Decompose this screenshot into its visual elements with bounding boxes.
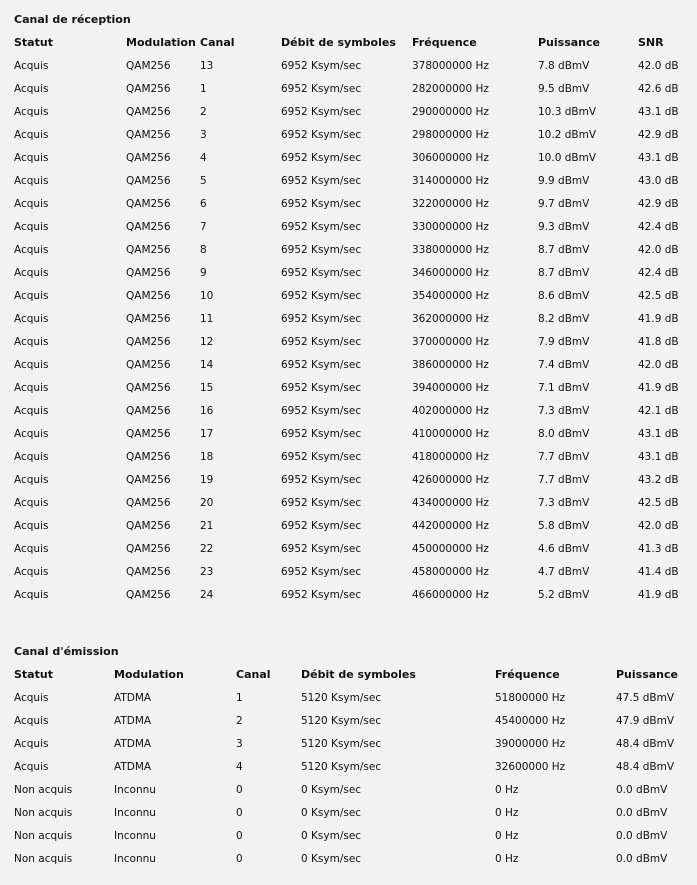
- table-row: [14, 491, 688, 514]
- cell-status: Acquis: [14, 760, 49, 773]
- cell-modulation: ATDMA: [114, 714, 152, 727]
- cell-modulation: QAM256: [126, 450, 171, 463]
- cell-power: 47.5 dBmV: [616, 691, 674, 704]
- cell-snr: 42.5 dB: [638, 496, 679, 509]
- cell-channel: 0: [236, 783, 243, 796]
- cell-status: Acquis: [14, 220, 49, 233]
- cell-frequency: 338000000 Hz: [412, 243, 489, 256]
- cell-frequency: 0 Hz: [495, 783, 519, 796]
- table-row: [14, 583, 688, 606]
- cell-frequency: 51800000 Hz: [495, 691, 566, 704]
- cell-frequency: 370000000 Hz: [412, 335, 489, 348]
- cell-status: Acquis: [14, 588, 49, 601]
- cell-channel: 12: [200, 335, 214, 348]
- cell-power: 5.2 dBmV: [538, 588, 590, 601]
- table-row: [14, 468, 688, 491]
- cell-frequency: 362000000 Hz: [412, 312, 489, 325]
- downstream-section: [14, 8, 688, 606]
- cell-symbol-rate: 6952 Ksym/sec: [281, 565, 362, 578]
- table-row: [14, 755, 696, 778]
- cell-frequency: 378000000 Hz: [412, 59, 489, 72]
- cell-symbol-rate: 6952 Ksym/sec: [281, 105, 362, 118]
- cell-modulation: QAM256: [126, 404, 171, 417]
- cell-modulation: ATDMA: [114, 691, 152, 704]
- cell-modulation: QAM256: [126, 220, 171, 233]
- cell-symbol-rate: 6952 Ksym/sec: [281, 128, 362, 141]
- cell-status: Non acquis: [14, 806, 73, 819]
- cell-power: 10.0 dBmV: [538, 151, 596, 164]
- cell-channel: 1: [200, 82, 207, 95]
- cell-symbol-rate: 6952 Ksym/sec: [281, 266, 362, 279]
- cell-power: 4.7 dBmV: [538, 565, 590, 578]
- cell-symbol-rate: 6952 Ksym/sec: [281, 519, 362, 532]
- downstream-table: [14, 31, 688, 606]
- cell-symbol-rate: 6952 Ksym/sec: [281, 450, 362, 463]
- cell-status: Acquis: [14, 473, 49, 486]
- cell-power: 0.0 dBmV: [616, 783, 668, 796]
- cell-symbol-rate: 6952 Ksym/sec: [281, 542, 362, 555]
- cell-modulation: QAM256: [126, 588, 171, 601]
- cell-channel: 2: [236, 714, 243, 727]
- cell-power: 10.3 dBmV: [538, 105, 596, 118]
- upstream-header-row: [14, 663, 696, 686]
- cell-snr: 41.9 dB: [638, 588, 679, 601]
- table-row: [14, 686, 696, 709]
- cell-symbol-rate: 6952 Ksym/sec: [281, 220, 362, 233]
- cell-status: Acquis: [14, 243, 49, 256]
- cell-power: 7.8 dBmV: [538, 59, 590, 72]
- cell-status: Acquis: [14, 151, 49, 164]
- cell-symbol-rate: 5120 Ksym/sec: [301, 760, 382, 773]
- cell-frequency: 0 Hz: [495, 806, 519, 819]
- cell-symbol-rate: 6952 Ksym/sec: [281, 427, 362, 440]
- cell-snr: 42.1 dB: [638, 404, 679, 417]
- cell-channel: 0: [236, 852, 243, 865]
- column-header-status: Statut: [14, 668, 53, 681]
- downstream-header-row: [14, 31, 688, 54]
- cell-snr: 42.0 dB: [638, 519, 679, 532]
- cell-frequency: 394000000 Hz: [412, 381, 489, 394]
- cell-status: Non acquis: [14, 829, 73, 842]
- cell-symbol-rate: 6952 Ksym/sec: [281, 197, 362, 210]
- cell-symbol-rate: 6952 Ksym/sec: [281, 151, 362, 164]
- cell-frequency: 330000000 Hz: [412, 220, 489, 233]
- cell-status: Acquis: [14, 59, 49, 72]
- cell-modulation: QAM256: [126, 243, 171, 256]
- cell-modulation: QAM256: [126, 151, 171, 164]
- column-header-channel: Canal: [236, 668, 271, 681]
- cell-status: Acquis: [14, 105, 49, 118]
- cell-snr: 42.4 dB: [638, 266, 679, 279]
- cell-snr: 41.9 dB: [638, 381, 679, 394]
- cell-modulation: ATDMA: [114, 737, 152, 750]
- cell-symbol-rate: 0 Ksym/sec: [301, 829, 362, 842]
- upstream-title: Canal d'émission: [14, 645, 119, 658]
- cell-status: Non acquis: [14, 852, 73, 865]
- cell-modulation: Inconnu: [114, 829, 156, 842]
- cell-status: Acquis: [14, 404, 49, 417]
- column-header-modulation: Modulation: [114, 668, 184, 681]
- cell-channel: 23: [200, 565, 214, 578]
- cell-frequency: 0 Hz: [495, 852, 519, 865]
- cell-status: Acquis: [14, 519, 49, 532]
- cell-power: 0.0 dBmV: [616, 806, 668, 819]
- cell-modulation: QAM256: [126, 427, 171, 440]
- cell-power: 9.7 dBmV: [538, 197, 590, 210]
- table-row: [14, 169, 688, 192]
- cell-power: 7.4 dBmV: [538, 358, 590, 371]
- cell-status: Acquis: [14, 358, 49, 371]
- cell-snr: 43.2 dB: [638, 473, 679, 486]
- cell-status: Acquis: [14, 381, 49, 394]
- table-row: [14, 54, 688, 77]
- cell-power: 48.4 dBmV: [616, 760, 674, 773]
- cell-frequency: 32600000 Hz: [495, 760, 566, 773]
- cell-power: 7.7 dBmV: [538, 473, 590, 486]
- cell-channel: 11: [200, 312, 214, 325]
- cell-modulation: QAM256: [126, 174, 171, 187]
- cell-modulation: Inconnu: [114, 783, 156, 796]
- column-header-snr: SNR: [638, 36, 664, 49]
- cell-status: Acquis: [14, 335, 49, 348]
- table-row: [14, 100, 688, 123]
- cell-power: 9.3 dBmV: [538, 220, 590, 233]
- cell-frequency: 434000000 Hz: [412, 496, 489, 509]
- cell-modulation: QAM256: [126, 358, 171, 371]
- cell-symbol-rate: 6952 Ksym/sec: [281, 243, 362, 256]
- cell-snr: 43.1 dB: [638, 105, 679, 118]
- cell-symbol-rate: 5120 Ksym/sec: [301, 737, 382, 750]
- cell-modulation: QAM256: [126, 59, 171, 72]
- cell-channel: 19: [200, 473, 214, 486]
- cell-symbol-rate: 6952 Ksym/sec: [281, 404, 362, 417]
- cell-modulation: QAM256: [126, 312, 171, 325]
- cell-channel: 14: [200, 358, 214, 371]
- table-row: [14, 732, 696, 755]
- cell-channel: 10: [200, 289, 214, 302]
- cell-snr: 41.9 dB: [638, 312, 679, 325]
- cell-snr: 42.9 dB: [638, 128, 679, 141]
- cell-channel: 4: [236, 760, 243, 773]
- cell-channel: 1: [236, 691, 243, 704]
- cell-snr: 43.1 dB: [638, 151, 679, 164]
- cell-status: Acquis: [14, 289, 49, 302]
- cell-power: 47.9 dBmV: [616, 714, 674, 727]
- cell-frequency: 45400000 Hz: [495, 714, 566, 727]
- cell-frequency: 346000000 Hz: [412, 266, 489, 279]
- cell-symbol-rate: 0 Ksym/sec: [301, 783, 362, 796]
- cell-modulation: QAM256: [126, 519, 171, 532]
- cell-symbol-rate: 0 Ksym/sec: [301, 852, 362, 865]
- cell-snr: 42.4 dB: [638, 220, 679, 233]
- cell-symbol-rate: 6952 Ksym/sec: [281, 335, 362, 348]
- cell-symbol-rate: 6952 Ksym/sec: [281, 496, 362, 509]
- table-row: [14, 192, 688, 215]
- cell-status: Acquis: [14, 737, 49, 750]
- cell-frequency: 418000000 Hz: [412, 450, 489, 463]
- cell-channel: 3: [236, 737, 243, 750]
- cell-channel: 16: [200, 404, 214, 417]
- cell-symbol-rate: 6952 Ksym/sec: [281, 174, 362, 187]
- cell-power: 8.2 dBmV: [538, 312, 590, 325]
- column-header-symbol-rate: Débit de symboles: [301, 668, 416, 681]
- cell-snr: 41.8 dB: [638, 335, 679, 348]
- cell-power: 8.6 dBmV: [538, 289, 590, 302]
- cell-modulation: ATDMA: [114, 760, 152, 773]
- table-row: [14, 560, 688, 583]
- cell-power: 4.6 dBmV: [538, 542, 590, 555]
- cell-modulation: QAM256: [126, 128, 171, 141]
- cell-frequency: 402000000 Hz: [412, 404, 489, 417]
- cell-symbol-rate: 6952 Ksym/sec: [281, 82, 362, 95]
- cell-power: 10.2 dBmV: [538, 128, 596, 141]
- cell-frequency: 426000000 Hz: [412, 473, 489, 486]
- cell-modulation: QAM256: [126, 266, 171, 279]
- cell-channel: 4: [200, 151, 207, 164]
- cell-modulation: QAM256: [126, 565, 171, 578]
- cell-modulation: QAM256: [126, 496, 171, 509]
- column-header-modulation: Modulation: [126, 36, 196, 49]
- cell-modulation: Inconnu: [114, 806, 156, 819]
- cell-status: Acquis: [14, 496, 49, 509]
- cell-modulation: QAM256: [126, 381, 171, 394]
- cell-snr: 41.4 dB: [638, 565, 679, 578]
- table-row: [14, 215, 688, 238]
- cell-power: 9.9 dBmV: [538, 174, 590, 187]
- cell-symbol-rate: 5120 Ksym/sec: [301, 691, 382, 704]
- table-row: [14, 801, 696, 824]
- table-row: [14, 514, 688, 537]
- cell-power: 7.7 dBmV: [538, 450, 590, 463]
- column-header-symbol-rate: Débit de symboles: [281, 36, 396, 49]
- cell-symbol-rate: 6952 Ksym/sec: [281, 588, 362, 601]
- cell-channel: 3: [200, 128, 207, 141]
- cell-symbol-rate: 6952 Ksym/sec: [281, 289, 362, 302]
- cell-modulation: QAM256: [126, 289, 171, 302]
- cell-snr: 43.0 dB: [638, 174, 679, 187]
- cell-status: Acquis: [14, 128, 49, 141]
- cell-status: Acquis: [14, 427, 49, 440]
- column-header-power: Puissance: [538, 36, 600, 49]
- cell-snr: 42.9 dB: [638, 197, 679, 210]
- cell-snr: 42.0 dB: [638, 243, 679, 256]
- cell-status: Non acquis: [14, 783, 73, 796]
- cell-frequency: 354000000 Hz: [412, 289, 489, 302]
- cell-channel: 7: [200, 220, 207, 233]
- cell-channel: 20: [200, 496, 214, 509]
- upstream-section: [14, 640, 696, 870]
- cell-channel: 17: [200, 427, 214, 440]
- cell-channel: 5: [200, 174, 207, 187]
- cell-modulation: Inconnu: [114, 852, 156, 865]
- table-row: [14, 399, 688, 422]
- cell-frequency: 386000000 Hz: [412, 358, 489, 371]
- cell-symbol-rate: 6952 Ksym/sec: [281, 312, 362, 325]
- cell-snr: 42.6 dB: [638, 82, 679, 95]
- cell-modulation: QAM256: [126, 197, 171, 210]
- cell-symbol-rate: 6952 Ksym/sec: [281, 59, 362, 72]
- cell-channel: 13: [200, 59, 214, 72]
- column-header-frequency: Fréquence: [412, 36, 477, 49]
- cell-power: 7.3 dBmV: [538, 404, 590, 417]
- cell-power: 48.4 dBmV: [616, 737, 674, 750]
- cell-frequency: 458000000 Hz: [412, 565, 489, 578]
- cell-channel: 21: [200, 519, 214, 532]
- table-row: [14, 353, 688, 376]
- cell-modulation: QAM256: [126, 542, 171, 555]
- table-row: [14, 709, 696, 732]
- cell-snr: 42.0 dB: [638, 59, 679, 72]
- cell-power: 7.3 dBmV: [538, 496, 590, 509]
- cell-channel: 6: [200, 197, 207, 210]
- cell-power: 8.0 dBmV: [538, 427, 590, 440]
- cell-frequency: 39000000 Hz: [495, 737, 566, 750]
- cell-power: 8.7 dBmV: [538, 243, 590, 256]
- cell-symbol-rate: 6952 Ksym/sec: [281, 358, 362, 371]
- table-row: [14, 123, 688, 146]
- cell-modulation: QAM256: [126, 105, 171, 118]
- cell-power: 5.8 dBmV: [538, 519, 590, 532]
- cell-frequency: 282000000 Hz: [412, 82, 489, 95]
- table-row: [14, 238, 688, 261]
- cell-status: Acquis: [14, 450, 49, 463]
- cell-frequency: 410000000 Hz: [412, 427, 489, 440]
- cell-channel: 0: [236, 829, 243, 842]
- cell-channel: 18: [200, 450, 214, 463]
- cell-power: 7.9 dBmV: [538, 335, 590, 348]
- column-header-frequency: Fréquence: [495, 668, 560, 681]
- cell-frequency: 314000000 Hz: [412, 174, 489, 187]
- table-row: [14, 847, 696, 870]
- cell-status: Acquis: [14, 565, 49, 578]
- column-header-status: Statut: [14, 36, 53, 49]
- table-row: [14, 778, 696, 801]
- table-row: [14, 330, 688, 353]
- cell-status: Acquis: [14, 714, 49, 727]
- column-header-power: Puissance: [616, 668, 678, 681]
- cell-channel: 8: [200, 243, 207, 256]
- cell-frequency: 466000000 Hz: [412, 588, 489, 601]
- cell-snr: 42.0 dB: [638, 358, 679, 371]
- table-row: [14, 146, 688, 169]
- cell-power: 9.5 dBmV: [538, 82, 590, 95]
- cell-frequency: 0 Hz: [495, 829, 519, 842]
- cell-symbol-rate: 0 Ksym/sec: [301, 806, 362, 819]
- cell-channel: 22: [200, 542, 214, 555]
- cell-power: 0.0 dBmV: [616, 829, 668, 842]
- table-row: [14, 376, 688, 399]
- table-row: [14, 537, 688, 560]
- cell-power: 8.7 dBmV: [538, 266, 590, 279]
- cell-status: Acquis: [14, 691, 49, 704]
- cell-frequency: 442000000 Hz: [412, 519, 489, 532]
- cell-power: 0.0 dBmV: [616, 852, 668, 865]
- cell-frequency: 322000000 Hz: [412, 197, 489, 210]
- cell-frequency: 298000000 Hz: [412, 128, 489, 141]
- column-header-channel: Canal: [200, 36, 235, 49]
- cell-channel: 9: [200, 266, 207, 279]
- cell-symbol-rate: 6952 Ksym/sec: [281, 473, 362, 486]
- cell-snr: 43.1 dB: [638, 427, 679, 440]
- cell-snr: 43.1 dB: [638, 450, 679, 463]
- cell-power: 7.1 dBmV: [538, 381, 590, 394]
- table-row: [14, 445, 688, 468]
- cell-status: Acquis: [14, 542, 49, 555]
- cell-modulation: QAM256: [126, 335, 171, 348]
- cell-status: Acquis: [14, 82, 49, 95]
- table-row: [14, 284, 688, 307]
- cell-status: Acquis: [14, 197, 49, 210]
- cell-symbol-rate: 6952 Ksym/sec: [281, 381, 362, 394]
- upstream-table: [14, 663, 696, 870]
- cell-frequency: 290000000 Hz: [412, 105, 489, 118]
- cell-channel: 15: [200, 381, 214, 394]
- cell-status: Acquis: [14, 266, 49, 279]
- table-row: [14, 824, 696, 847]
- table-row: [14, 261, 688, 284]
- cell-status: Acquis: [14, 174, 49, 187]
- cell-frequency: 450000000 Hz: [412, 542, 489, 555]
- cell-modulation: QAM256: [126, 473, 171, 486]
- cell-snr: 42.5 dB: [638, 289, 679, 302]
- table-row: [14, 307, 688, 330]
- cell-channel: 24: [200, 588, 214, 601]
- cell-snr: 41.3 dB: [638, 542, 679, 555]
- cell-channel: 2: [200, 105, 207, 118]
- table-row: [14, 77, 688, 100]
- cell-frequency: 306000000 Hz: [412, 151, 489, 164]
- cell-symbol-rate: 5120 Ksym/sec: [301, 714, 382, 727]
- downstream-title: Canal de réception: [14, 13, 131, 26]
- table-row: [14, 422, 688, 445]
- cell-channel: 0: [236, 806, 243, 819]
- cell-status: Acquis: [14, 312, 49, 325]
- cell-modulation: QAM256: [126, 82, 171, 95]
